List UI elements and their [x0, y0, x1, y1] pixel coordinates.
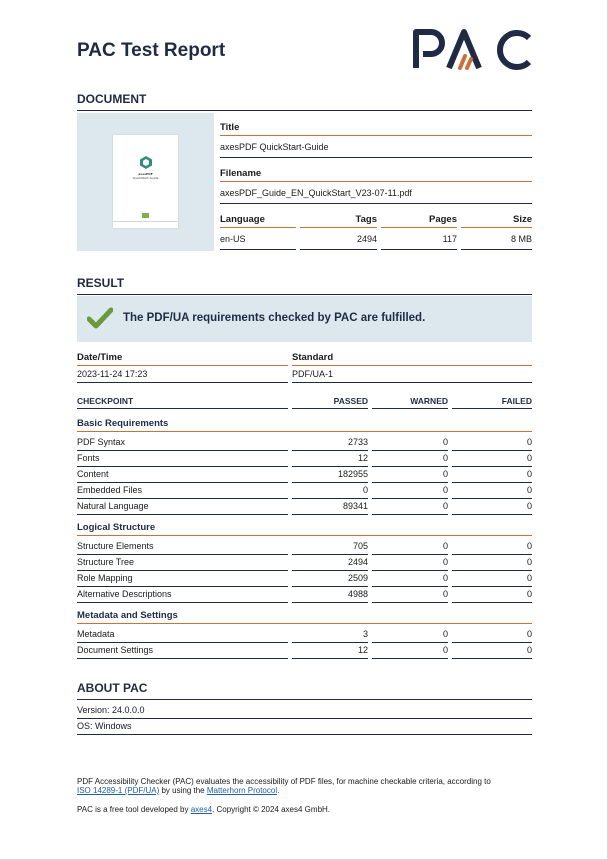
- footer-line3-start: PAC is a free tool developed by: [77, 805, 191, 814]
- failed-count: 0: [526, 541, 532, 551]
- language-value: en-US: [220, 234, 246, 244]
- failed-count: 0: [526, 645, 532, 655]
- row-rule: [292, 514, 368, 515]
- row-rule: [372, 450, 448, 451]
- checkpoint-name: Structure Tree: [77, 557, 135, 567]
- row-rule: [292, 602, 368, 603]
- thumbnail-brand: axesPDF: [138, 172, 153, 176]
- row-rule: [372, 570, 448, 571]
- checkpoint-name: Content: [77, 469, 109, 479]
- row-rule: [452, 498, 532, 499]
- thumbnail-rule: [113, 221, 178, 222]
- row-rule: [292, 586, 368, 587]
- row-rule: [452, 514, 532, 515]
- row-rule: [452, 554, 532, 555]
- result-banner: [77, 296, 532, 342]
- passed-count: 2494: [347, 557, 368, 567]
- row-rule: [292, 450, 368, 451]
- failed-count: 0: [526, 629, 532, 639]
- failed-count: 0: [526, 437, 532, 447]
- checkpoint-name: Alternative Descriptions: [77, 589, 172, 599]
- group-heading: Basic Requirements: [77, 418, 169, 429]
- failed-count: 0: [526, 501, 532, 511]
- size-label: Size: [512, 214, 532, 225]
- result-heading: RESULT: [77, 276, 532, 295]
- row-rule: [452, 642, 532, 643]
- row-rule: [77, 570, 288, 571]
- warned-count: 0: [442, 573, 448, 583]
- checkpoint-name: PDF Syntax: [77, 437, 126, 447]
- page-title: PAC Test Report: [77, 40, 226, 61]
- failed-header: FAILED: [501, 396, 532, 406]
- group-rule: [77, 431, 532, 432]
- title-label: Title: [220, 122, 240, 133]
- warned-count: 0: [442, 453, 448, 463]
- row-rule: [77, 586, 288, 587]
- group-rule: [77, 535, 532, 536]
- footer-description: [77, 777, 491, 795]
- document-thumbnail: [77, 113, 214, 251]
- pac-logo: [413, 28, 533, 70]
- row-rule: [77, 602, 288, 603]
- passed-count: 3: [362, 629, 368, 639]
- row-rule: [452, 450, 532, 451]
- checkpoint-name: Embedded Files: [77, 485, 143, 495]
- tags-label: Tags: [355, 214, 377, 225]
- about-heading: ABOUT PAC: [77, 681, 532, 700]
- row-rule: [452, 658, 532, 659]
- row-rule: [77, 466, 288, 467]
- thumbnail-subtitle: QuickStart-Guide: [132, 176, 159, 180]
- row-rule: [77, 498, 288, 499]
- row-rule: [372, 482, 448, 483]
- failed-count: 0: [526, 469, 532, 479]
- footer-line3-end: . Copyright © 2024 axes4 GmbH.: [212, 805, 331, 814]
- warned-count: 0: [442, 469, 448, 479]
- thumbnail-badge-icon: [142, 213, 149, 218]
- passed-count: 4988: [347, 589, 368, 599]
- axes-logo-icon: [140, 156, 152, 169]
- passed-header: PASSED: [333, 396, 368, 406]
- row-rule: [77, 642, 288, 643]
- footer-line2-end: .: [277, 786, 280, 795]
- matterhorn-link[interactable]: Matterhorn Protocol: [206, 786, 278, 795]
- checkpoint-name: Metadata: [77, 629, 115, 639]
- row-rule: [452, 482, 532, 483]
- warned-count: 0: [442, 645, 448, 655]
- checkpoint-name: Document Settings: [77, 645, 154, 655]
- row-rule: [372, 642, 448, 643]
- failed-count: 0: [526, 453, 532, 463]
- passed-count: 705: [352, 541, 368, 551]
- group-rule: [77, 623, 532, 624]
- passed-count: 0: [362, 485, 368, 495]
- checkpoint-name: Natural Language: [77, 501, 149, 511]
- row-rule: [372, 602, 448, 603]
- row-rule: [292, 658, 368, 659]
- size-value: 8 MB: [510, 234, 532, 244]
- group-heading: Metadata and Settings: [77, 610, 178, 621]
- row-rule: [77, 658, 288, 659]
- version-text: Version: 24.0.0.0: [77, 705, 145, 715]
- failed-count: 0: [526, 557, 532, 567]
- row-rule: [292, 570, 368, 571]
- datetime-value: 2023-11-24 17:23: [77, 369, 148, 379]
- checkpoint-name: Fonts: [77, 453, 100, 463]
- row-rule: [372, 466, 448, 467]
- title-value: axesPDF QuickStart-Guide: [220, 142, 329, 152]
- pages-value: 117: [442, 234, 457, 244]
- failed-count: 0: [526, 573, 532, 583]
- checkpoint-header: CHECKPOINT: [77, 396, 134, 406]
- row-rule: [292, 482, 368, 483]
- warned-count: 0: [442, 629, 448, 639]
- warned-count: 0: [442, 437, 448, 447]
- passed-count: 12: [357, 645, 368, 655]
- warned-count: 0: [442, 589, 448, 599]
- warned-header: WARNED: [410, 396, 448, 406]
- datetime-label: Date/Time: [77, 352, 123, 363]
- footer-line1: PDF Accessibility Checker (PAC) evaluates the accessibility of PDF files, for machine checkable criteria, according to: [77, 777, 491, 786]
- row-rule: [372, 498, 448, 499]
- warned-count: 0: [442, 557, 448, 567]
- row-rule: [372, 586, 448, 587]
- footer-line2-mid: by using the: [159, 786, 207, 795]
- checkmark-icon: [87, 306, 113, 330]
- axes4-link[interactable]: axes4: [190, 805, 213, 814]
- passed-count: 2509: [347, 573, 368, 583]
- row-rule: [292, 554, 368, 555]
- row-rule: [77, 482, 288, 483]
- warned-count: 0: [442, 485, 448, 495]
- failed-count: 0: [526, 589, 532, 599]
- footer-copyright: [77, 805, 330, 814]
- passed-count: 2733: [347, 437, 368, 447]
- language-label: Language: [220, 214, 265, 225]
- warned-count: 0: [442, 501, 448, 511]
- row-rule: [77, 514, 288, 515]
- result-message: The PDF/UA requirements checked by PAC are fulfilled.: [123, 312, 426, 324]
- row-rule: [372, 514, 448, 515]
- thumbnail-page: [113, 135, 178, 228]
- row-rule: [452, 602, 532, 603]
- warned-count: 0: [442, 541, 448, 551]
- checkpoint-name: Role Mapping: [77, 573, 133, 583]
- document-heading: DOCUMENT: [77, 92, 532, 111]
- failed-count: 0: [526, 485, 532, 495]
- checkpoint-name: Structure Elements: [77, 541, 154, 551]
- standard-value: PDF/UA-1: [292, 369, 334, 379]
- tags-value: 2494: [356, 234, 377, 244]
- row-rule: [292, 642, 368, 643]
- standard-label: Standard: [292, 352, 334, 363]
- iso-link[interactable]: ISO 14289-1 (PDF/UA): [77, 786, 160, 795]
- row-rule: [372, 554, 448, 555]
- row-rule: [292, 466, 368, 467]
- row-rule: [292, 498, 368, 499]
- row-rule: [452, 586, 532, 587]
- row-rule: [77, 554, 288, 555]
- os-text: OS: Windows: [77, 721, 132, 731]
- group-heading: Logical Structure: [77, 522, 156, 533]
- row-rule: [372, 658, 448, 659]
- row-rule: [452, 466, 532, 467]
- passed-count: 89341: [342, 501, 368, 511]
- row-rule: [452, 570, 532, 571]
- filename-label: Filename: [220, 168, 262, 179]
- pages-label: Pages: [429, 214, 457, 225]
- passed-count: 12: [357, 453, 368, 463]
- row-rule: [77, 450, 288, 451]
- passed-count: 182955: [337, 469, 368, 479]
- filename-value: axesPDF_Guide_EN_QuickStart_V23-07-11.pdf: [220, 188, 412, 198]
